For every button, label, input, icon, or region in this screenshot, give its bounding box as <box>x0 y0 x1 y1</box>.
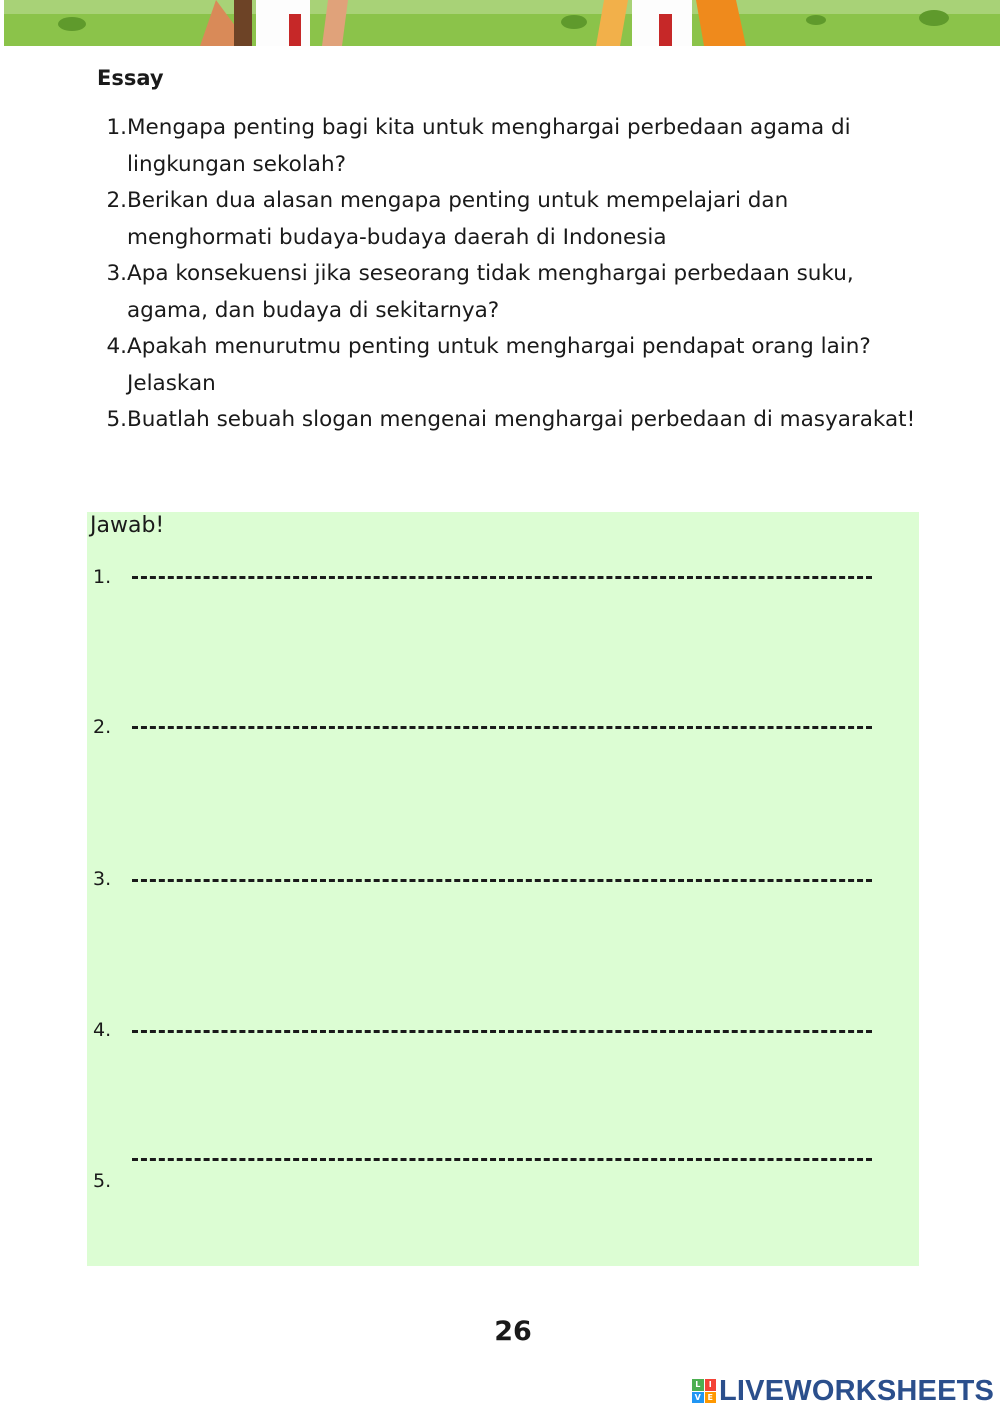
answer-number: 4. <box>93 1019 112 1041</box>
question-item <box>100 110 920 183</box>
question-number: 2. <box>106 188 127 213</box>
brand-watermark[interactable] <box>692 1374 994 1408</box>
answer-field-1[interactable] <box>132 576 872 579</box>
question-item <box>100 256 920 329</box>
question-number: 1. <box>106 115 127 140</box>
header-banner <box>4 0 1000 46</box>
answer-number: 5. <box>93 1170 112 1192</box>
answer-title: Jawab! <box>90 513 165 538</box>
question-item <box>100 402 920 439</box>
question-text: Apakah menurutmu penting untuk menghargai pendapat orang lain? Jelaskan <box>127 334 871 396</box>
question-number: 4. <box>106 334 127 359</box>
brand-name: LIVEWORKSHEETS <box>719 1374 995 1407</box>
answer-field-3[interactable] <box>132 879 872 882</box>
answer-field-4[interactable] <box>132 1030 872 1033</box>
liveworksheets-logo-icon <box>692 1379 716 1403</box>
question-item <box>100 183 920 256</box>
question-number: 5. <box>106 407 127 432</box>
question-text: Mengapa penting bagi kita untuk menghargai perbedaan agama di lingkungan sekolah? <box>127 115 851 177</box>
question-text: Buatlah sebuah slogan mengenai menghargai perbedaan di masyarakat! <box>127 407 916 432</box>
section-title: Essay <box>97 66 164 90</box>
banner-illustration <box>4 0 1000 46</box>
logo-letter: L <box>692 1379 704 1391</box>
answer-number: 1. <box>93 566 112 588</box>
page-number: 26 <box>494 1316 532 1347</box>
logo-letter: I <box>705 1379 717 1391</box>
answer-number: 2. <box>93 716 112 738</box>
answer-field-5[interactable] <box>132 1158 872 1161</box>
logo-letter: V <box>692 1392 704 1404</box>
answer-field-2[interactable] <box>132 726 872 729</box>
answer-box <box>87 512 919 1266</box>
question-item <box>100 329 920 402</box>
question-list <box>100 110 920 439</box>
logo-letter: E <box>705 1392 717 1404</box>
question-number: 3. <box>106 261 127 286</box>
question-text: Berikan dua alasan mengapa penting untuk mempelajari dan menghormati budaya-budaya daerah di Indonesia <box>127 188 789 250</box>
answer-number: 3. <box>93 868 112 890</box>
question-text: Apa konsekuensi jika seseorang tidak menghargai perbedaan suku, agama, dan budaya di sekitarnya? <box>127 261 854 323</box>
